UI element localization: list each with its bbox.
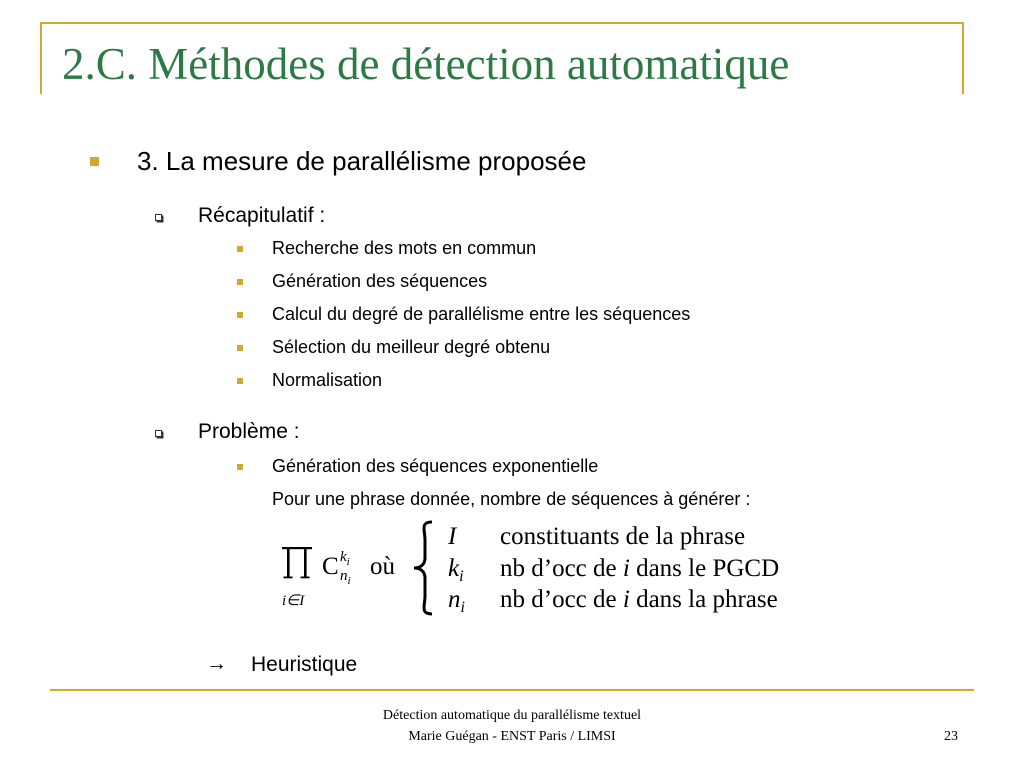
square-bullet-icon: [237, 279, 243, 285]
binomial-sup: $k_i$: [340, 549, 350, 568]
slide-title: 2.C. Méthodes de détection automatique: [62, 39, 790, 89]
binomial-c: C: [322, 553, 339, 580]
recap-label: Récapitulatif :: [198, 204, 326, 227]
square-bullet-icon: [90, 157, 99, 166]
formula-where: où: [370, 553, 395, 580]
formula-sequence-count: [278, 518, 838, 618]
page-number: 23: [944, 729, 958, 744]
square-bullet-icon: [237, 464, 243, 470]
square-bullet-icon: [237, 345, 243, 351]
square-bullet-icon: [237, 246, 243, 252]
frame-right-border: [962, 22, 964, 94]
formula-desc: constituants de la phrase: [500, 523, 746, 550]
recap-item: Recherche des mots en commun: [272, 238, 537, 258]
formula-symbol: $k_i$: [448, 555, 464, 585]
problem-note: Pour une phrase donnée, nombre de séquences à générer :: [272, 489, 751, 509]
footer-divider: [50, 689, 974, 691]
formula-desc: nb d’occ de i dans la phrase: [500, 586, 778, 613]
square-bullet-icon: [237, 378, 243, 384]
recap-item: Sélection du meilleur degré obtenu: [272, 337, 551, 357]
hollow-box-bullet-icon: [155, 430, 162, 437]
recap-item: Calcul du degré de parallélisme entre les séquences: [272, 304, 691, 324]
square-bullet-icon: [237, 312, 243, 318]
left-brace-icon: [414, 522, 432, 614]
footer-title: Détection automatique du parallélisme textuel: [382, 708, 642, 723]
problem-label: Problème :: [198, 420, 300, 443]
frame-top-border: [40, 22, 964, 24]
binomial-sub: $n_i$: [340, 568, 351, 587]
footer-author: Marie Guégan - ENST Paris / LIMSI: [408, 729, 616, 744]
recap-item: Normalisation: [272, 370, 383, 390]
hollow-box-bullet-icon: [155, 214, 162, 221]
problem-item: Génération des séquences exponentielle: [272, 456, 599, 476]
formula-symbol: I: [448, 523, 457, 550]
product-subscript: i∈I: [282, 593, 305, 609]
arrow-right-icon: →: [206, 652, 227, 675]
recap-item: Génération des séquences: [272, 271, 488, 291]
frame-left-border: [40, 22, 42, 94]
section-heading: 3. La mesure de parallélisme proposée: [137, 146, 587, 176]
formula-symbol: $n_i$: [448, 586, 465, 616]
product-symbol-icon: [282, 547, 312, 578]
formula-desc: nb d’occ de i dans le PGCD: [500, 555, 780, 582]
conclusion-text: Heuristique: [251, 653, 358, 676]
